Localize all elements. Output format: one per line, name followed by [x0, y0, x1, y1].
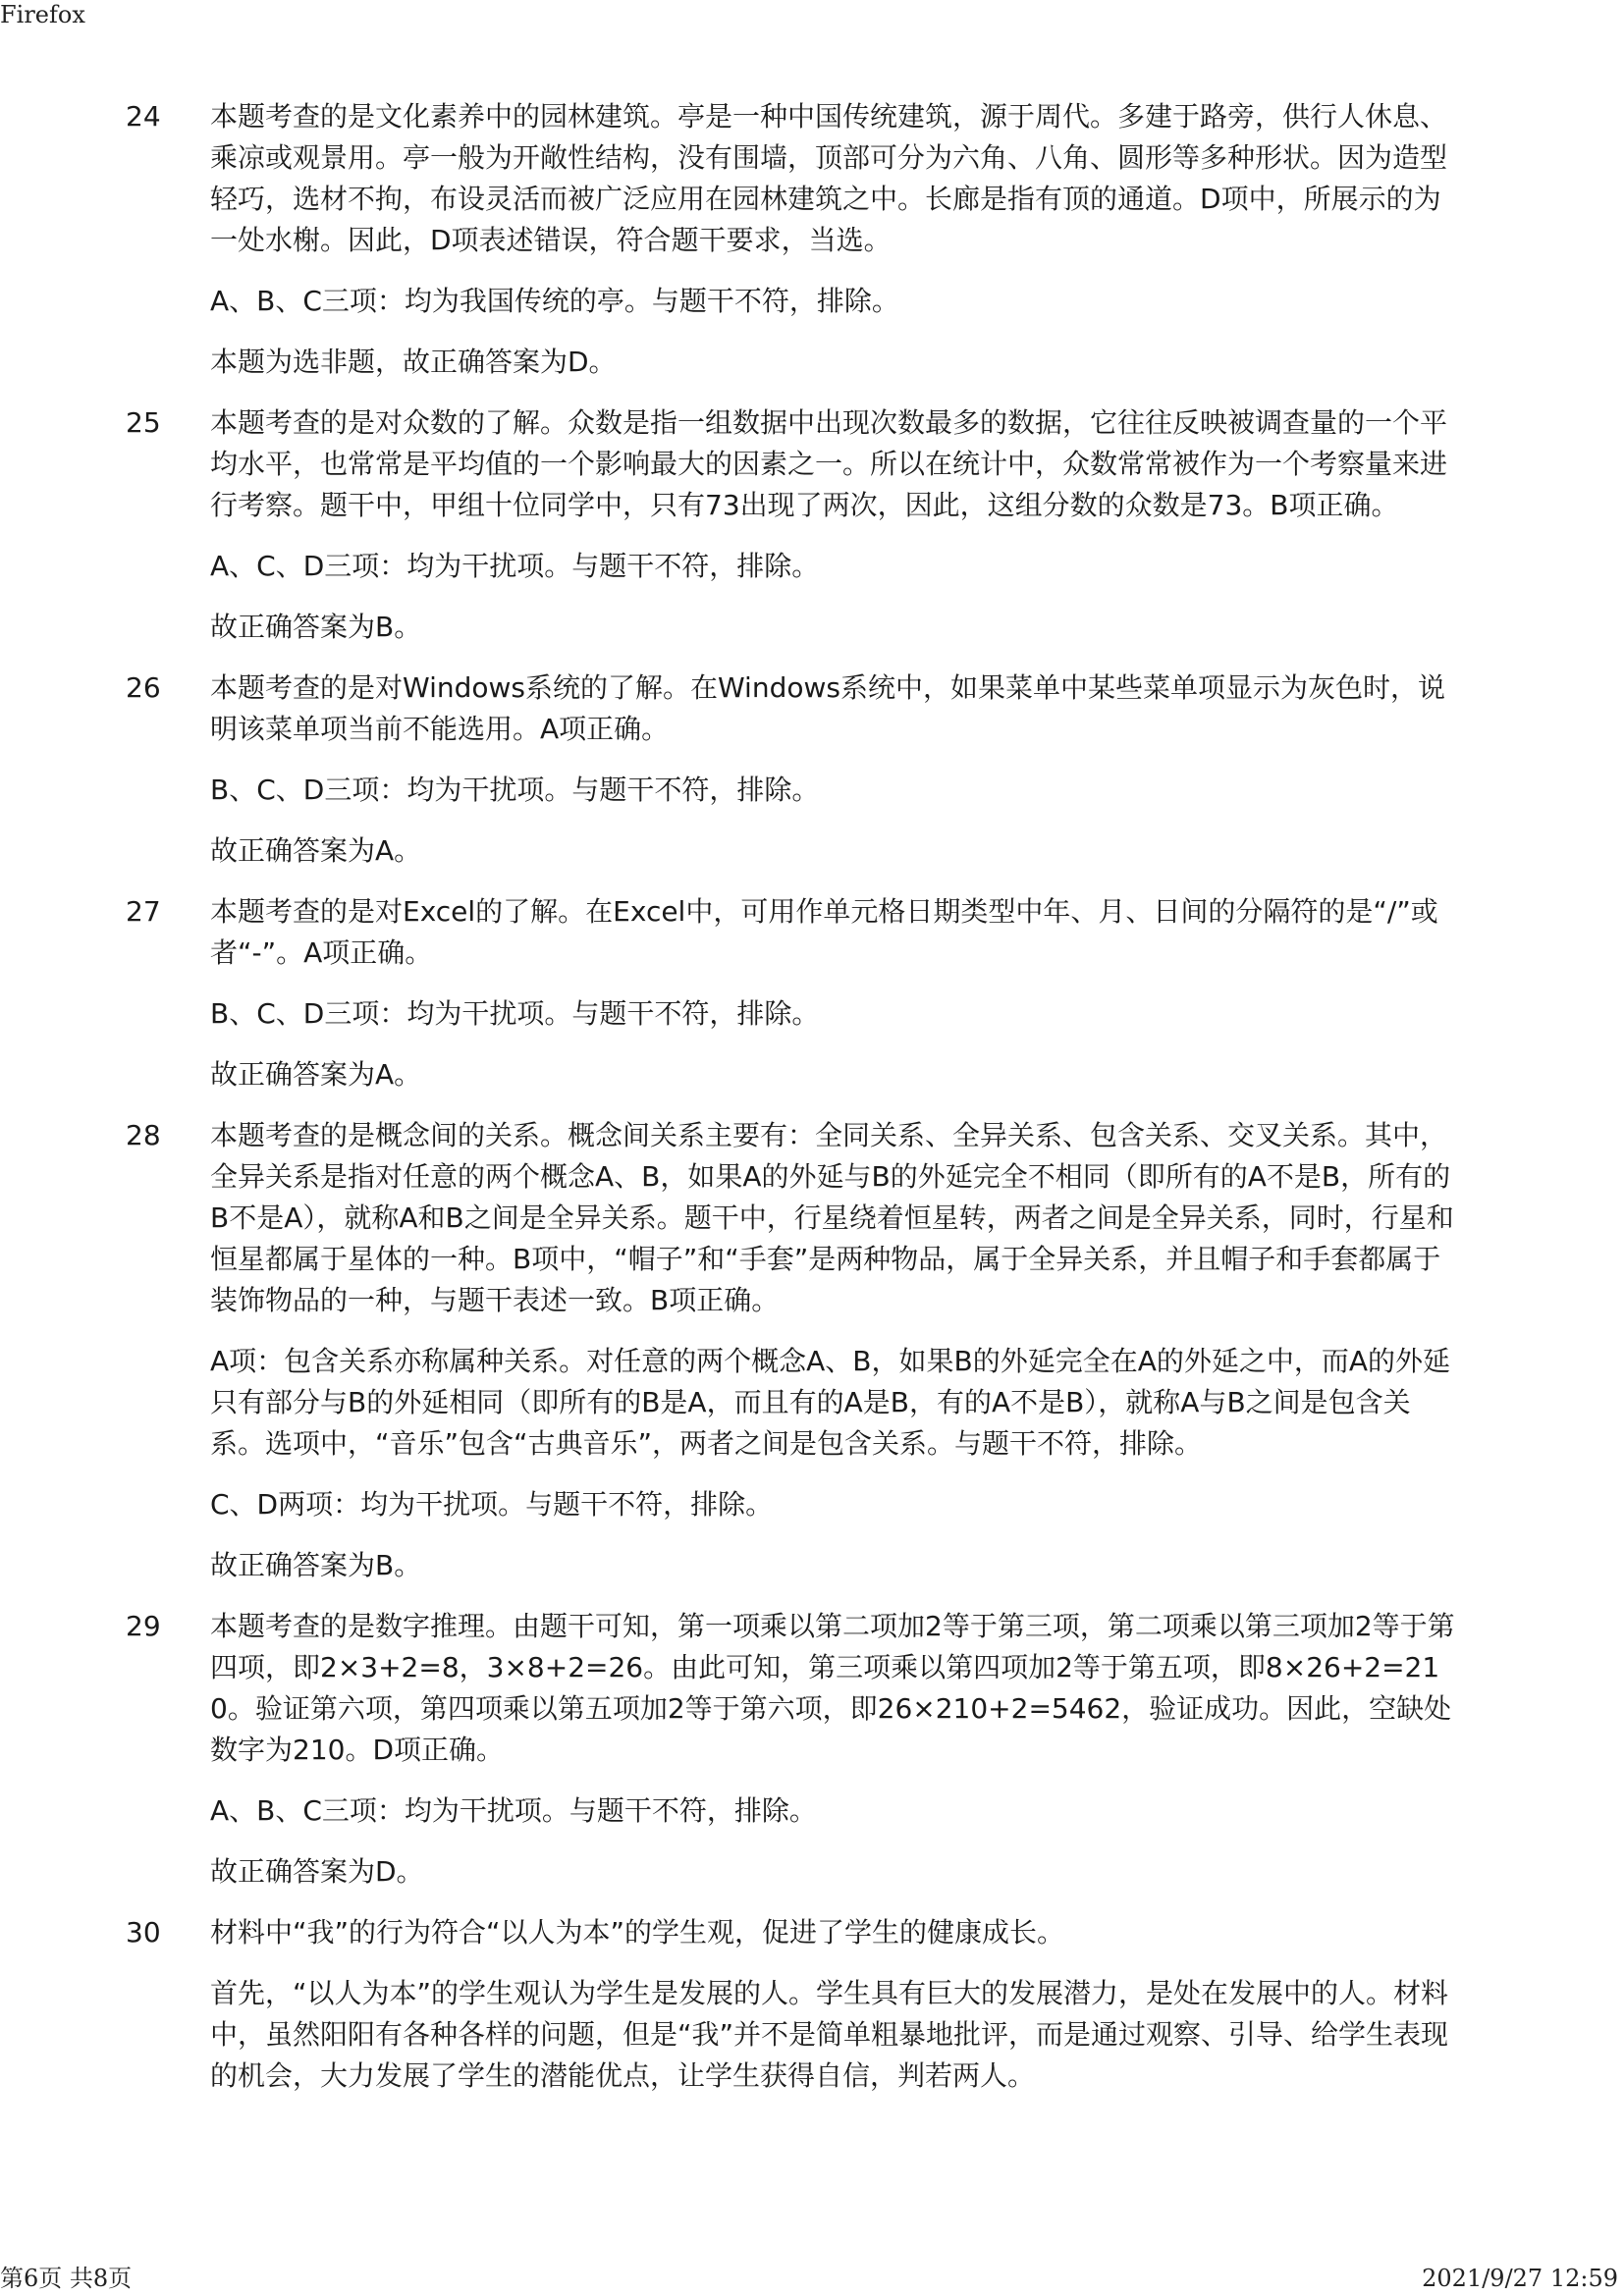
explanation-paragraph: A、B、C三项：均为干扰项。与题干不符，排除。 [210, 1794, 817, 1827]
answer-item-24 [126, 96, 1461, 383]
explanation-paragraph: 本题考查的是对众数的了解。众数是指一组数据中出现次数最多的数据，它往往反映被调查量的一个平均水平，也常常是平均值的一个影响最大的因素之一。所以在统计中，众数常常被作为一个考察量来进行考察。题干中，甲组十位同学中，只有73出现了两次，因此，这组分数的众数是73。B项正确。 [210, 406, 1448, 521]
page-indicator: 第6页 共8页 [0, 2265, 133, 2292]
item-number: 28 [126, 1119, 161, 1151]
explanation-paragraph: 故正确答案为B。 [210, 1549, 422, 1581]
explanation-paragraph: B、C、D三项：均为干扰项。与题干不符，排除。 [210, 774, 820, 806]
explanation-paragraph: 故正确答案为D。 [210, 1855, 424, 1888]
answer-explanations [126, 96, 1461, 2116]
answer-item-27 [126, 891, 1461, 1095]
answer-item-30 [126, 1912, 1461, 2097]
explanation-paragraph: 本题考查的是数字推理。由题干可知，第一项乘以第二项加2等于第三项，第二项乘以第三项加2等于第四项，即2×3+2=8，3×8+2=26。由此可知，第三项乘以第四项加2等于第五项，即8×26+2=210。验证第六项，第四项乘以第五项加2等于第六项，即26×210+2=5462，验证成功。因此，空缺处数字为210。D项正确。 [210, 1610, 1455, 1766]
explanation-paragraph: B、C、D三项：均为干扰项。与题干不符，排除。 [210, 997, 820, 1030]
answer-item-26 [126, 667, 1461, 872]
explanation-paragraph: 材料中“我”的行为符合“以人为本”的学生观，促进了学生的健康成长。 [210, 1916, 1065, 1949]
browser-name-header: Firefox [0, 1, 85, 28]
explanation-paragraph: 本题为选非题，故正确答案为D。 [210, 346, 617, 378]
answer-item-28 [126, 1115, 1461, 1586]
explanation-paragraph: C、D两项：均为干扰项。与题干不符，排除。 [210, 1488, 774, 1521]
explanation-paragraph: 本题考查的是对Windows系统的了解。在Windows系统中，如果菜单中某些菜单项显示为灰色时，说明该菜单项当前不能选用。A项正确。 [210, 671, 1445, 745]
explanation-paragraph: 故正确答案为A。 [210, 1058, 422, 1091]
explanation-paragraph: 故正确答案为A。 [210, 834, 422, 867]
item-number: 26 [126, 671, 161, 704]
explanation-paragraph: A、C、D三项：均为干扰项。与题干不符，排除。 [210, 550, 820, 582]
explanation-paragraph: A项：包含关系亦称属种关系。对任意的两个概念A、B，如果B的外延完全在A的外延之中，而A的外延只有部分与B的外延相同（即所有的B是A，而且有的A是B，有的A不是B），就称A与B之间是包含关系。选项中，“音乐”包含“古典音乐”，两者之间是包含关系。与题干不符，排除。 [210, 1345, 1451, 1460]
answer-item-25 [126, 402, 1461, 648]
explanation-paragraph: 本题考查的是对Excel的了解。在Excel中，可用作单元格日期类型中年、月、日间的分隔符的是“/”或者“-”。A项正确。 [210, 895, 1438, 969]
print-datetime: 2021/9/27 12:59 [1422, 2265, 1618, 2292]
item-number: 30 [126, 1916, 161, 1949]
item-number: 25 [126, 406, 161, 439]
explanation-paragraph: 首先，“以人为本”的学生观认为学生是发展的人。学生具有巨大的发展潜力，是处在发展中的人。材料中，虽然阳阳有各种各样的问题，但是“我”并不是简单粗暴地批评，而是通过观察、引导、给学生表现的机会，大力发展了学生的潜能优点，让学生获得自信，判若两人。 [210, 1977, 1449, 2092]
explanation-paragraph: 本题考查的是概念间的关系。概念间关系主要有：全同关系、全异关系、包含关系、交叉关系。其中，全异关系是指对任意的两个概念A、B，如果A的外延与B的外延完全不相同（即所有的A不是B，所有的B不是A），就称A和B之间是全异关系。题干中，行星绕着恒星转，两者之间是全异关系，同时，行星和恒星都属于星体的一种。B项中，“帽子”和“手套”是两种物品，属于全异关系，并且帽子和手套都属于装饰物品的一种，与题干表述一致。B项正确。 [210, 1119, 1454, 1316]
item-number: 29 [126, 1610, 161, 1642]
explanation-paragraph: 本题考查的是文化素养中的园林建筑。亭是一种中国传统建筑，源于周代。多建于路旁，供行人休息、乘凉或观景用。亭一般为开敞性结构，没有围墙，顶部可分为六角、八角、圆形等多种形状。因为造型轻巧，选材不拘，布设灵活而被广泛应用在园林建筑之中。长廊是指有顶的通道。D项中，所展示的为一处水榭。因此，D项表述错误，符合题干要求，当选。 [210, 100, 1448, 256]
item-number: 24 [126, 100, 161, 133]
explanation-paragraph: A、B、C三项：均为我国传统的亭。与题干不符，排除。 [210, 285, 899, 317]
item-number: 27 [126, 895, 161, 928]
answer-item-29 [126, 1606, 1461, 1893]
explanation-paragraph: 故正确答案为B。 [210, 611, 422, 643]
